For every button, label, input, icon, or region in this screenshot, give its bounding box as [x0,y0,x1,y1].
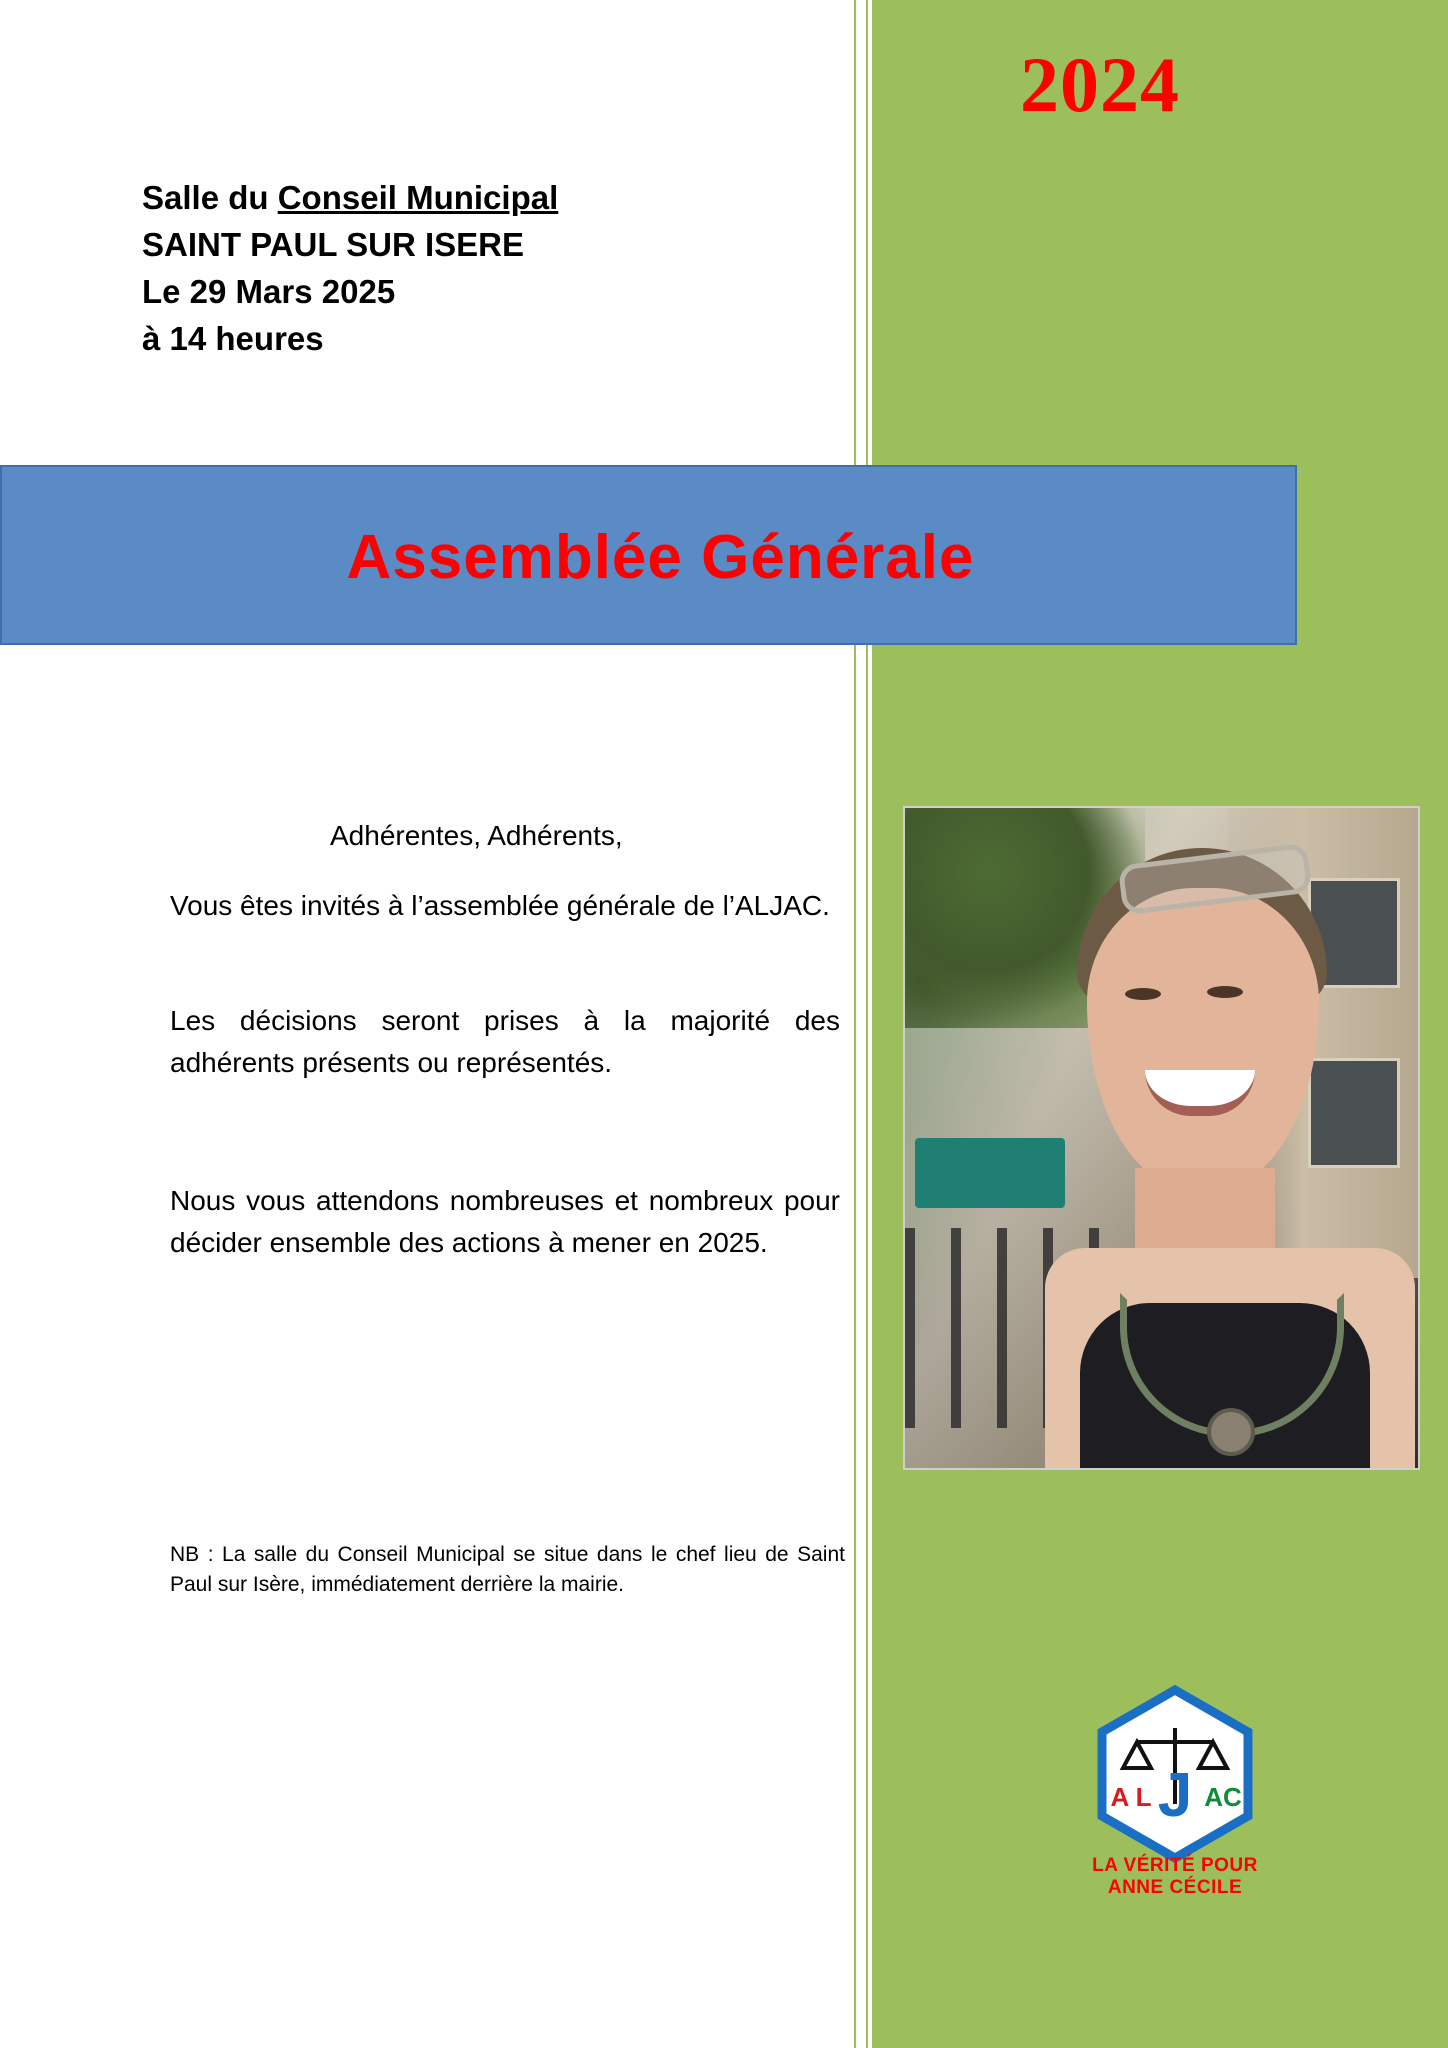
photo-person [1025,848,1420,1468]
body-paragraph-3: Nous vous attendons nombreuses et nombreux pour décider ensemble des actions à mener en 2025. [170,1185,840,1258]
header-line-venue [142,175,842,222]
header-line-time: à 14 heures [142,319,324,357]
vertical-rule-left [854,0,856,2048]
banner-title: Assemblée Générale [346,522,975,592]
logo-letters-right: AC [1204,1782,1242,1812]
header-venue-underlined: Conseil Municipal [277,179,559,216]
note-text: NB : La salle du Conseil Municipal se situe dans le chef lieu de Saint Paul sur Isère, immédiatement derrière la mairie. [170,1543,845,1597]
person-pendant [1207,1408,1255,1456]
logo-letters-left: A L [1110,1782,1152,1812]
salutation-text: Adhérentes, Adhérents, [330,820,623,851]
logo-letter-j: J [1157,1761,1193,1830]
person-eye-left [1125,988,1161,1000]
year-label: 2024 [1020,41,1180,128]
header-line-city: SAINT PAUL SUR ISERE [142,225,524,263]
body-paragraph-2: Les décisions seront prises à la majorité des adhérents présents ou représentés. [170,1005,840,1078]
logo-caption-line-1: LA VÉRITÉ POUR [1092,1855,1258,1876]
header-venue-prefix: Salle du [142,179,278,216]
title-banner [0,465,1297,645]
body-paragraph-1: Vous êtes invités à l’assemblée générale de l’ALJAC. [170,890,830,921]
header-line-date: Le 29 Mars 2025 [142,272,396,310]
vertical-rule-right [866,0,868,2048]
aljac-logo [1075,1684,1275,1884]
event-header [142,175,842,362]
logo-caption [1050,1855,1300,1899]
portrait-photo [903,806,1420,1470]
logo-caption-line-2: ANNE CÉCILE [1107,1876,1243,1898]
person-eye-right [1207,986,1243,998]
person-face [1087,888,1319,1188]
